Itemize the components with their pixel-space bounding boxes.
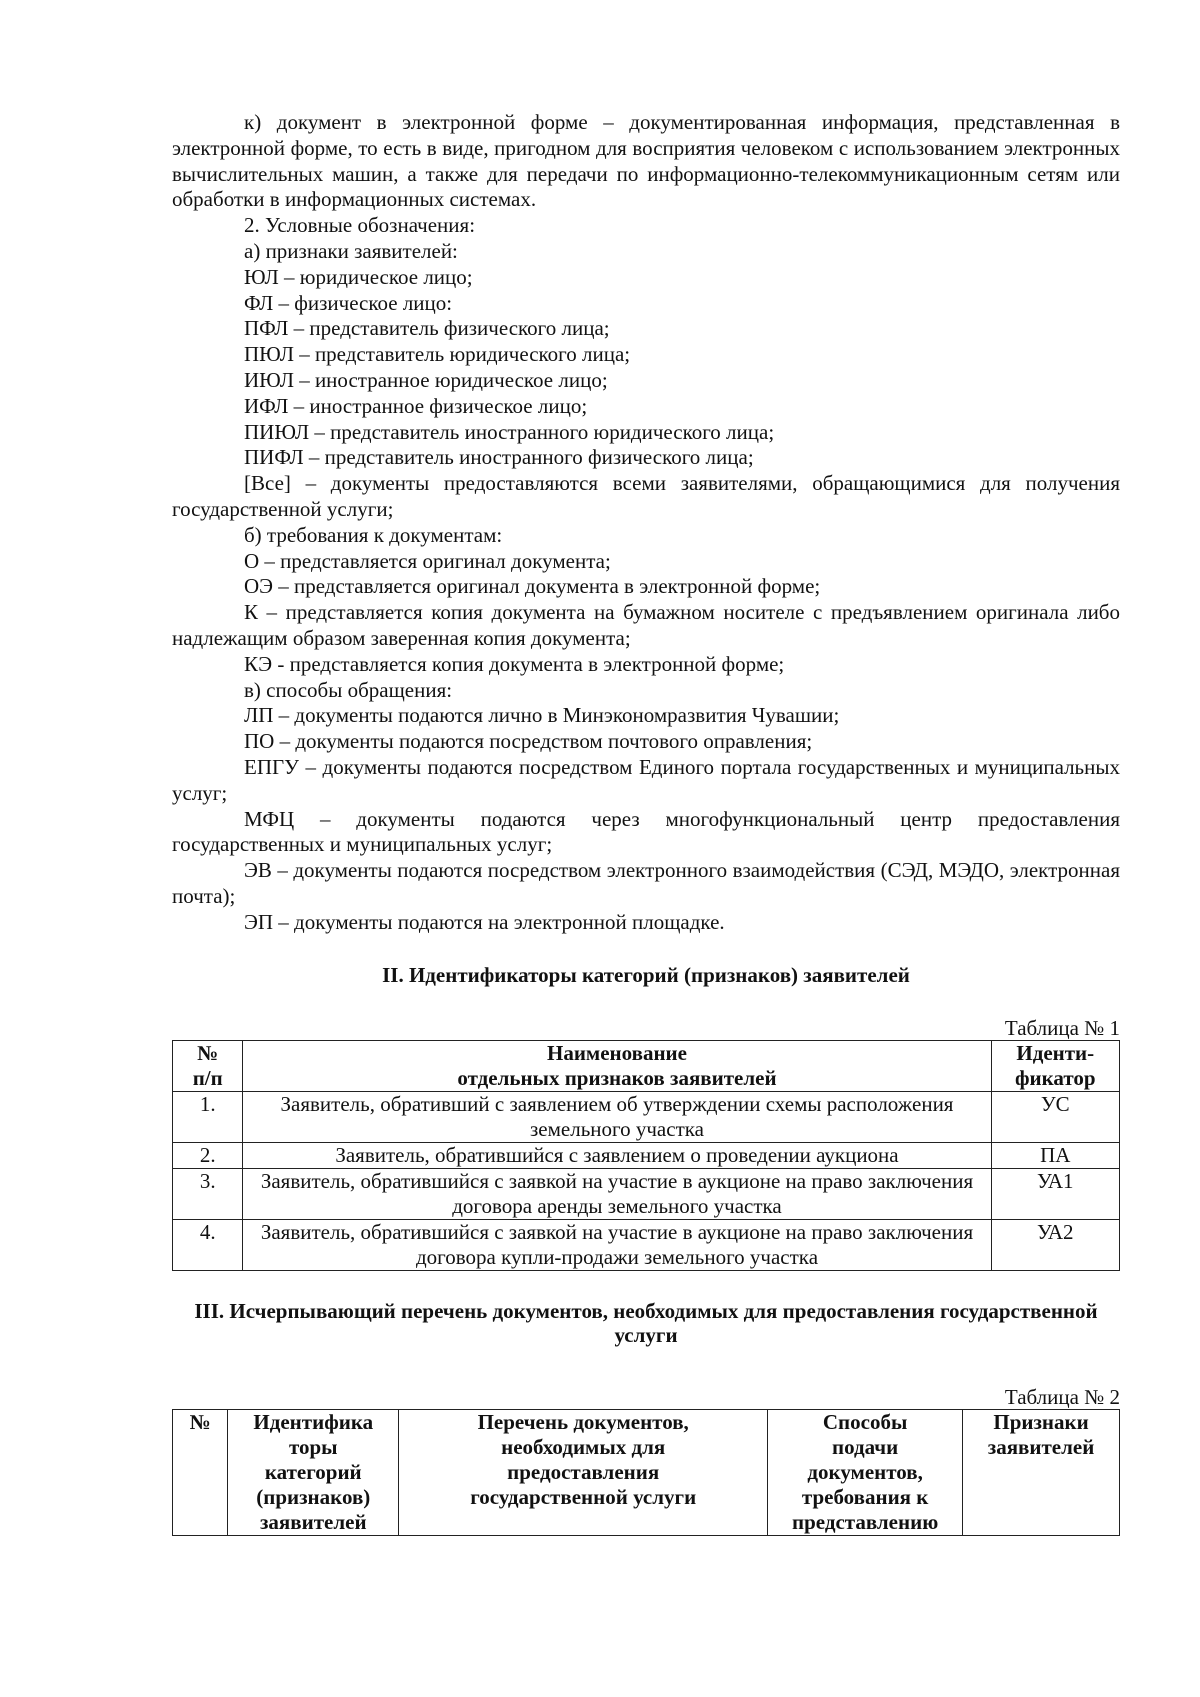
table-1-cell-name: Заявитель, обратившийся с заявкой на участие в аукционе на право заключения договора купли-продажи земельного участка (243, 1219, 991, 1270)
convention-line: в) способы обращения: (244, 677, 453, 702)
convention-line: ПФЛ – представитель физического лица; (244, 316, 610, 341)
table-1-cell-num: 4. (173, 1219, 243, 1270)
table-2-header-num: № (173, 1409, 228, 1535)
section-2-heading: II. Идентификаторы категорий (признаков) заявителей (382, 962, 910, 987)
conventions-list (172, 213, 1120, 935)
convention-line: [Все] – документы предоставляются всеми заявителями, обращающимися для получения государственной услуги; (172, 471, 1120, 521)
convention-line: 2. Условные обозначения: (244, 213, 476, 238)
table-row (173, 1091, 1120, 1142)
convention-line: ПЮЛ – представитель юридического лица; (244, 342, 631, 367)
convention-line: а) признаки заявителей: (244, 238, 458, 263)
table-2-header-identifiers: Идентифика торы категорий (признаков) заявителей (228, 1409, 399, 1535)
table-1-header-name: Наименование отдельных признаков заявителей (243, 1040, 991, 1091)
convention-line: ЛП – документы подаются лично в Минэкономразвития Чувашии; (244, 703, 840, 728)
table-1-cell-num: 1. (173, 1091, 243, 1142)
table-2 (172, 1409, 1120, 1536)
table-1-cell-id: УС (991, 1091, 1119, 1142)
convention-line: ИФЛ – иностранное физическое лицо; (244, 393, 588, 418)
table-1-cell-name: Заявитель, обративший с заявлением об утверждении схемы расположения земельного участка (243, 1091, 991, 1142)
table-2-header-methods: Способы подачи документов, требования к представлению (768, 1409, 963, 1535)
table-2-header-row (173, 1409, 1120, 1535)
convention-line: ПИЮЛ – представитель иностранного юридического лица; (244, 419, 775, 444)
convention-line: К – представляется копия документа на бумажном носителе с предъявлением оригинала либо надлежащим образом заверенная копия документа; (172, 600, 1120, 650)
table-1-header-num: № п/п (173, 1040, 243, 1091)
convention-line: ПО – документы подаются посредством почтового оправления; (244, 729, 813, 754)
convention-line: ЭП – документы подаются на электронной площадке. (244, 909, 725, 934)
convention-line: ИЮЛ – иностранное юридическое лицо; (244, 367, 608, 392)
section-3-heading: III. Исчерпывающий перечень документов, необходимых для предоставления государственной услуги (194, 1298, 1098, 1347)
convention-line: ФЛ – физическое лицо: (244, 290, 453, 315)
convention-line: б) требования к документам: (244, 522, 503, 547)
paragraph-k: к) документ в электронной форме – документированная информация, представленная в электронной форме, то есть в виде, пригодном для восприятия человеком с использованием электронных вычислительных машин, а также для передачи по информационно-телекоммуникационным сетям или обработки в информационных системах. (172, 110, 1120, 212)
intro-block (172, 110, 1120, 213)
convention-line: КЭ - представляется копия документа в электронной форме; (244, 651, 785, 676)
table-1-header-id: Иденти- фикатор (991, 1040, 1119, 1091)
convention-line: ЮЛ – юридическое лицо; (244, 264, 473, 289)
table-row (173, 1219, 1120, 1270)
table-1 (172, 1040, 1120, 1271)
table-1-caption: Таблица № 1 (1004, 1015, 1120, 1040)
convention-line: ЭВ – документы подаются посредством электронного взаимодействия (СЭД, МЭДО, электронная почта); (172, 858, 1120, 908)
table-1-header-row (173, 1040, 1120, 1091)
table-2-header-documents: Перечень документов, необходимых для предоставления государственной услуги (399, 1409, 768, 1535)
table-1-cell-id: ПА (991, 1142, 1119, 1168)
table-1-body (173, 1091, 1120, 1270)
table-2-header-applicants: Признаки заявителей (963, 1409, 1120, 1535)
table-2-caption: Таблица № 2 (1004, 1384, 1120, 1409)
table-row (173, 1168, 1120, 1219)
table-1-cell-num: 2. (173, 1142, 243, 1168)
convention-line: О – представляется оригинал документа; (244, 548, 611, 573)
convention-line: ПИФЛ – представитель иностранного физического лица; (244, 445, 754, 470)
table-1-cell-id: УА1 (991, 1168, 1119, 1219)
table-row (173, 1142, 1120, 1168)
table-1-cell-name: Заявитель, обратившийся с заявлением о проведении аукциона (243, 1142, 991, 1168)
table-1-cell-id: УА2 (991, 1219, 1119, 1270)
convention-line: МФЦ – документы подаются через многофункциональный центр предоставления государственных и муниципальных услуг; (172, 806, 1120, 857)
convention-line: ОЭ – представляется оригинал документа в электронной форме; (244, 574, 821, 599)
table-1-cell-name: Заявитель, обратившийся с заявкой на участие в аукционе на право заключения договора аренды земельного участка (243, 1168, 991, 1219)
table-1-cell-num: 3. (173, 1168, 243, 1219)
document-page (172, 110, 1120, 1536)
convention-line: ЕПГУ – документы подаются посредством Единого портала государственных и муниципальных услуг; (172, 754, 1120, 805)
